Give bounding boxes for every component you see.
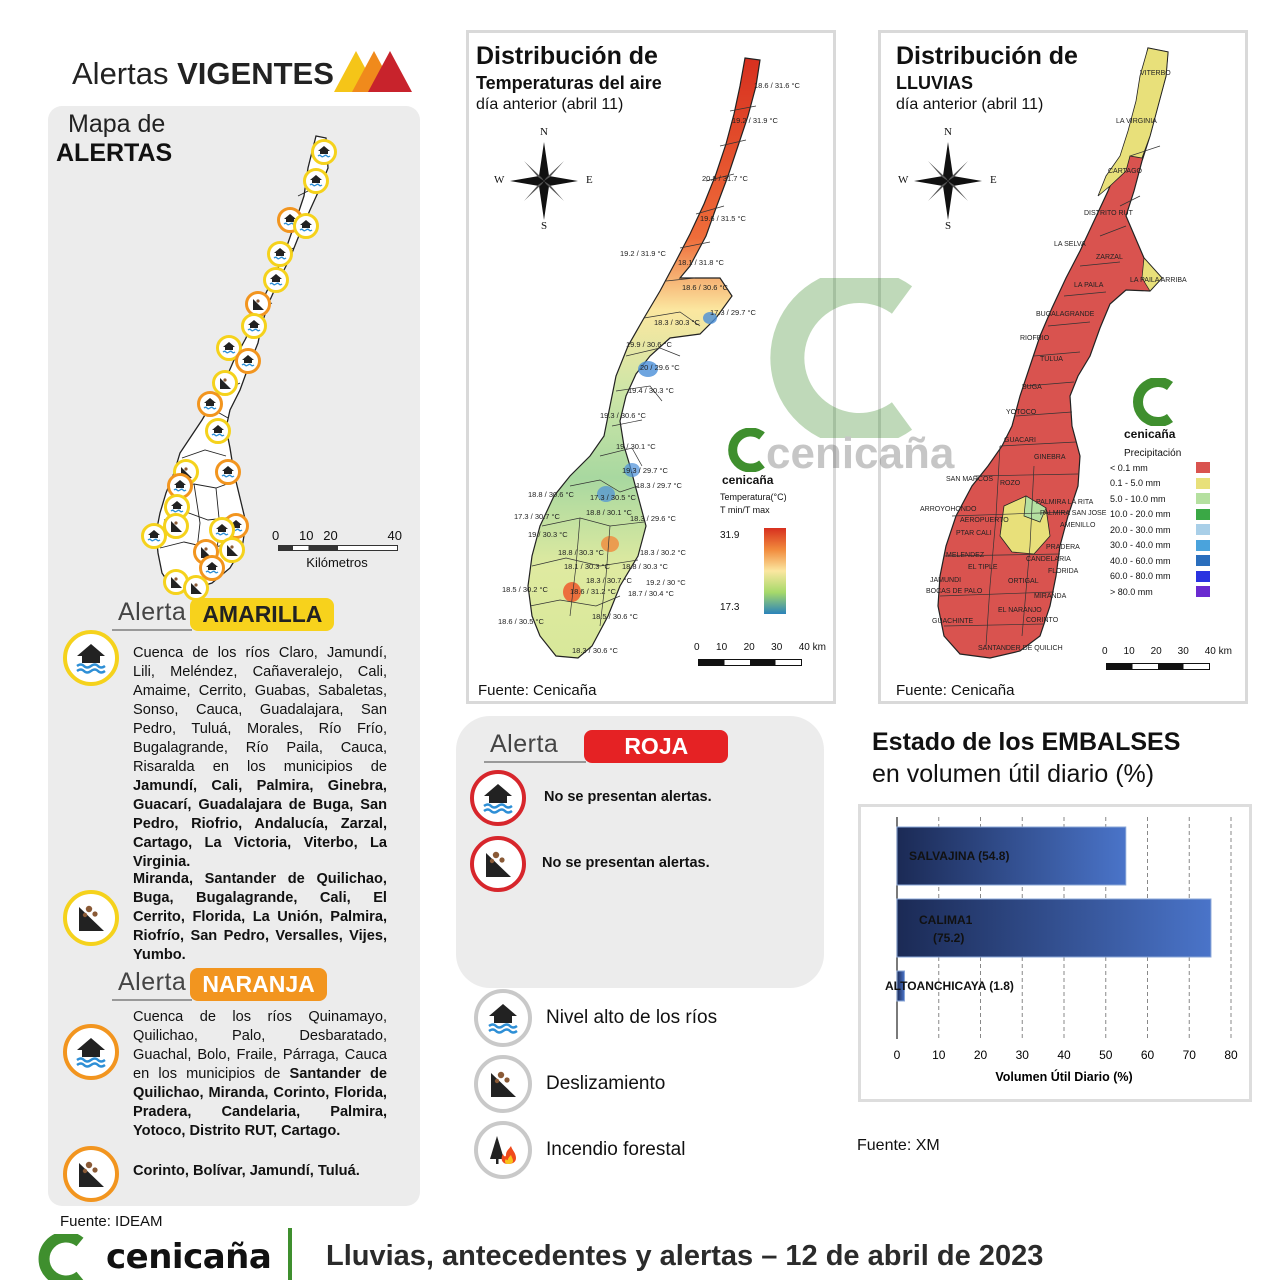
rain-legend-label: 30.0 - 40.0 mm [1110,540,1171,550]
bar [897,899,1211,957]
rain-town-label: GUACARI [1004,437,1036,444]
rain-logo-text: cenicaña [1124,427,1176,441]
temp-station-label: 18.8 / 30.3 °C [558,548,604,557]
temp-legend-max: 31.9 [720,530,740,541]
rain-legend-row [1110,586,1210,597]
temp-logo-text: cenicaña [722,473,774,487]
flood-house-icon [470,770,526,826]
naranja-badge: NARANJA [190,968,326,1001]
scale-tick: 10 [1123,646,1135,657]
temp-station-label: 19.3 / 30.6 °C [600,411,646,420]
flood-marker-icon [197,391,223,417]
scale-tick: 10 [716,642,728,653]
rain-legend-row [1110,571,1210,582]
x-tick-label: 60 [1140,1048,1155,1062]
rain-legend-label: > 80.0 mm [1110,586,1153,597]
alert-word: Alerta [112,968,192,1001]
legend-landslide-label: Deslizamiento [546,1073,666,1094]
temp-station-label: 17.3 / 30.5 °C [590,493,636,502]
temp-station-label: 18.6 / 30.6 °C [682,283,728,292]
rain-legend-label: 5.0 - 10.0 mm [1110,493,1166,504]
rain-legend-row [1110,493,1210,504]
scale-tick: 40 km [1204,646,1232,657]
triangles-logo-icon [334,47,412,93]
alertas-vigentes-title [72,56,334,92]
temp-station-label: 18.6 / 31.2 °C [570,587,616,596]
amarilla-slides-text [133,870,387,965]
rain-scale [1102,646,1232,670]
rain-legend-swatch [1196,540,1210,551]
compass-n: N [540,126,548,138]
rain-town-label: LA PAILA [1074,282,1104,289]
temp-station-label: 19.6 / 31.5 °C [700,214,746,223]
flood-house-icon [63,1024,119,1080]
rain-town-label: ORTIGAL [1008,578,1039,585]
footer-logo [32,1234,271,1280]
scale-tick: 10 [299,528,314,543]
embalses-chart [861,807,1249,1099]
flood-marker-icon [241,313,267,339]
rain-source: Fuente: Cenicaña [896,682,1015,699]
rain-subtitle: día anterior (abril 11) [896,96,1044,113]
rain-logo [1124,378,1184,441]
temp-station-label: 17.3 / 29.7 °C [710,308,756,317]
temp-station-label: 18.8 / 30.3 °C [622,562,668,571]
temp-station-label: 18.7 / 30.4 °C [628,589,674,598]
x-tick-label: 20 [973,1048,988,1062]
temp-station-label: 18.5 / 30.2 °C [502,585,548,594]
x-tick-label: 50 [1099,1048,1113,1062]
cenicana-logo-icon [32,1234,98,1280]
footer-headline: Lluvias, antecedentes y alertas – 12 de abril de 2023 [326,1240,1044,1272]
temp-legend-min: 17.3 [720,602,740,613]
temp-legend-title: Temperatura(°C) [720,492,787,502]
rain-town-label: ZARZAL [1096,254,1123,261]
rain-town-label: CORINTO [1026,617,1059,624]
flood-marker-icon [263,267,289,293]
roja-slides-text: No se presentan alertas. [542,855,710,871]
x-tick-label: 40 [1057,1048,1071,1062]
temp-station-label: 19 / 30.3 °C [528,530,568,539]
temp-station-label: 18.1 / 30.3 °C [564,562,610,571]
rain-legend-row [1110,478,1210,489]
rain-town-label: RIOFRIO [1020,335,1050,342]
temp-station-label: 18.6 / 31.6 °C [754,81,800,90]
scale-tick: 0 [1102,646,1108,657]
legend-landslide [474,1055,665,1113]
rain-legend-label: 40.0 - 60.0 mm [1110,555,1171,566]
roja-header [484,730,728,763]
rain-town-label: SAN MARCOS [946,476,994,483]
rain-town-label: SANTANDER DE QUILICH [978,645,1063,652]
rain-town-label: PRADERA [1046,544,1080,551]
alert-word: Alerta [484,730,586,763]
footer-logo-text: cenicaña [106,1237,272,1277]
x-tick-label: 80 [1224,1048,1238,1062]
temp-station-label: 18.8 / 30.6 °C [528,490,574,499]
landslide-icon [474,1055,532,1113]
flood-marker-icon [235,348,261,374]
temp-title-1: Distribución de [476,42,658,70]
rain-legend-swatch [1196,493,1210,504]
temp-station-label: 18.3 / 29.7 °C [636,481,682,490]
scale-tick: 0 [272,528,280,543]
flood-marker-icon [311,139,337,165]
rain-legend-row [1110,555,1210,566]
rain-town-label: BUGALAGRANDE [1036,311,1095,318]
amarilla-slides-munis: Miranda, Santander de Quilichao, Buga, Bugalagrande, Cali, El Cerrito, Florida, La Unión, Palmira, Riofrío, San Pedro, Versalles, Vijes, Yumbo. [133,871,387,963]
rain-legend-swatch [1196,462,1210,473]
rain-town-label: EL NARANJO [998,607,1042,614]
temp-title-2: Temperaturas del aire [476,73,662,93]
compass-e: E [586,174,593,186]
rain-legend-row [1110,540,1210,551]
embalses-chart-box [858,804,1252,1102]
rain-town-label: AMENILLO [1060,522,1096,529]
temp-legend [720,492,820,613]
legend-flood [474,989,717,1047]
scale-tick: 20 [323,528,338,543]
alertas-vigentes: VIGENTES [177,56,334,91]
rain-legend-label: 20.0 - 30.0 mm [1110,524,1171,535]
temp-station-label: 19.2 / 30 °C [646,578,686,587]
landslide-marker-icon [219,537,245,563]
x-axis-label: Volumen Útil Diario (%) [995,1070,1133,1084]
x-tick-label: 0 [893,1048,901,1062]
embalses-title [872,728,1180,789]
embalses-title-2: en volumen útil diario (%) [872,760,1155,788]
bar-label: SALVAJINA (54.8) [909,849,1010,863]
temp-station-label: 20 / 29.6 °C [640,363,680,372]
scale-unit: Kilómetros [306,555,368,570]
rain-town-label: LA PAILA ARRIBA [1130,277,1187,284]
temp-station-label: 18.3 / 30.7 °C [586,576,632,585]
rain-legend-swatch [1196,555,1210,566]
map-title-line2: ALERTAS [56,139,173,167]
alert-word: Alerta [112,598,192,631]
landslide-icon [470,836,526,892]
roja-rivers-text: No se presentan alertas. [544,789,712,805]
rain-town-label: CARTAGO [1108,168,1142,175]
temp-colorbar [764,528,786,614]
legend-fire-label: Incendio forestal [546,1139,686,1160]
roja-badge: ROJA [584,730,728,763]
temp-source: Fuente: Cenicaña [478,682,597,699]
flood-marker-icon [303,168,329,194]
compass-e: E [990,174,997,186]
flood-house-icon [63,630,119,686]
rain-town-label: MIRANDA [1034,593,1067,600]
forest-fire-icon [474,1121,532,1179]
rain-town-label: TULUA [1040,356,1063,363]
ideam-source: Fuente: IDEAM [60,1213,163,1230]
temp-station-label: 18.1 / 31.8 °C [678,258,724,267]
temp-station-label: 18.6 / 30.5 °C [498,617,544,626]
cenicana-watermark [752,278,954,479]
legend-flood-label: Nivel alto de los ríos [546,1007,718,1028]
rain-town-label: FLORIDA [1048,568,1079,575]
temp-station-label: 19.9 / 30.6 °C [626,340,672,349]
temp-station-label: 19.4 / 30.3 °C [628,386,674,395]
rain-town-label: JAMUNDI [930,577,962,584]
rain-town-label: GINEBRA [1034,454,1066,461]
amarilla-badge: AMARILLA [190,598,334,631]
x-tick-label: 10 [932,1048,946,1062]
x-tick-label: 30 [1015,1048,1029,1062]
embalses-title-1: Estado de los EMBALSES [872,728,1181,756]
bar-label: CALIMA1 [919,913,973,927]
compass-s: S [541,220,548,232]
rain-town-label: PALMIRA SAN JOSE [1040,510,1107,517]
compass-w: W [494,174,505,186]
scale-tick: 0 [694,642,700,653]
rain-legend-label: 10.0 - 20.0 mm [1110,509,1171,519]
temp-station-label: 18.3 / 30.6 °C [572,646,618,655]
naranja-header [112,968,327,1001]
amarilla-header [112,598,334,631]
rain-town-label: LA VIRGINIA [1116,118,1157,125]
flood-marker-icon [205,418,231,444]
temp-station-label: 18.3 / 29.6 °C [630,514,676,523]
legend-fire [474,1121,685,1179]
rain-town-label: CANDELARIA [1026,556,1071,563]
flood-marker-icon [141,523,167,549]
rain-title-1: Distribución de [896,42,1078,70]
rain-title-2: LLUVIAS [896,73,974,93]
temp-station-label: 19.3 / 29.7 °C [622,466,668,475]
temp-station-label: 19.2 / 31.9 °C [732,116,778,125]
rain-legend-label: 60.0 - 80.0 mm [1110,571,1171,581]
temp-subtitle: día anterior (abril 11) [476,96,624,113]
rain-town-label: DISTRITO RUT [1084,210,1133,217]
rain-legend-label: < 0.1 mm [1110,462,1148,473]
temp-station-label: 19.2 / 31.9 °C [620,249,666,258]
km-scale [272,528,402,570]
rain-town-label: YOTOCO [1006,409,1037,416]
scale-tick: 40 [387,528,402,543]
rain-legend-row [1110,524,1210,535]
flood-house-icon [474,989,532,1047]
rain-town-label: AEROPUERTO [960,517,1009,524]
rain-town-label: VITERBO [1140,70,1171,77]
cenicana-logo-icon [1124,378,1184,426]
temp-station-label: 18.5 / 30.6 °C [592,612,638,621]
rain-town-label: ARROYOHONDO [920,506,977,513]
naranja-rivers-munis: Santander de Quilichao, Miranda, Corinto, Florida, Pradera, Candelaria, Palmira, Yotoco, Distrito RUT, Cartago. [133,1066,388,1139]
rain-town-label: PTAR CALI [956,530,992,537]
amarilla-rivers: Cuenca de los ríos Claro, Jamundí, Lili, Meléndez, Cañaveralejo, Cali, Amaime, Cerrito, Guabas, Sabaletas, Sonso, Cauca, Guadalajara, San Pedro, Tuluá, Morales, Río Frío, Bugalagrande, Río Paila, Cauca, Risaralda en los municipios de [133,645,387,775]
rain-town-label: BUGA [1022,384,1042,391]
flood-marker-icon [215,459,241,485]
naranja-rivers: Cuenca de los ríos Quinamayo, Quilichao, Palo, Desbaratado, Guachal, Bolo, Fraile, Párraga, Cauca en los municipios de [133,1009,387,1082]
rain-legend-title: Precipitación [1124,448,1182,459]
rain-town-label: BOCAS DE PALO [926,588,983,595]
scale-tick: 20 [1150,646,1162,657]
flood-marker-icon [293,213,319,239]
amarilla-rivers-munis: Jamundí, Cali, Palmira, Ginebra, Guacarí, Guadalajara de Buga, San Pedro, Riofrio, Andalucía, Zarzal, Cartago, La Victoria, Viterbo, La Virginia. [133,778,387,870]
temp-station-label: 18.8 / 30.1 °C [586,508,632,517]
compass-n: N [944,126,952,138]
bar-label: ALTOANCHICAYA (1.8) [885,979,1014,993]
rain-legend-swatch [1196,509,1210,520]
temp-station-label: 18.3 / 30.3 °C [654,318,700,327]
temp-scale [694,642,826,666]
temp-legend-sub: T min/T max [720,505,770,515]
compass-w: W [898,174,909,186]
rain-town-label: LA SELVA [1054,241,1086,248]
flood-marker-icon [267,241,293,267]
rain-legend-row [1110,509,1210,520]
alertas-prefix: Alertas [72,56,169,91]
footer-divider [288,1228,292,1280]
amarilla-rivers-text [133,644,387,872]
rain-legend [1110,448,1210,597]
rain-legend-swatch [1196,478,1210,489]
rain-legend-swatch [1196,524,1210,535]
rain-town-label: ROZO [1000,480,1021,487]
watermark-text: cenicaña [766,429,955,478]
rain-legend-row [1110,462,1210,473]
rain-legend-swatch [1196,586,1210,597]
scale-tick: 40 km [798,642,826,653]
naranja-slides-munis: Corinto, Bolívar, Jamundí, Tuluá. [133,1163,360,1179]
landslide-icon [63,890,119,946]
landslide-icon [63,1146,119,1202]
naranja-rivers-text [133,1008,387,1141]
xm-source: Fuente: XM [857,1137,940,1154]
naranja-slides-text [133,1162,387,1181]
map-title-line1: Mapa de [68,110,166,138]
bar-label-line2: (75.2) [933,931,965,945]
temp-station-label: 19 / 30.1 °C [616,442,656,451]
cenicana-logo-icon [752,278,952,438]
temp-station-label: 18.3 / 30.2 °C [640,548,686,557]
rain-legend-label: 0.1 - 5.0 mm [1110,478,1161,488]
temp-station-label: 17.3 / 30.7 °C [514,512,560,521]
scale-tick: 30 [1177,646,1189,657]
scale-tick: 30 [771,642,783,653]
rain-town-label: MELENDEZ [946,552,985,559]
rain-town-label: EL TIPLE [968,564,998,571]
temp-station-label: 20.8 / 31.7 °C [702,174,748,183]
rain-legend-swatch [1196,571,1210,582]
compass-s: S [945,220,952,232]
rain-town-label: GUACHINTE [932,618,974,625]
rain-town-label: PALMIRA LA RITA [1036,499,1094,506]
scale-tick: 20 [743,642,755,653]
x-tick-label: 70 [1182,1048,1196,1062]
